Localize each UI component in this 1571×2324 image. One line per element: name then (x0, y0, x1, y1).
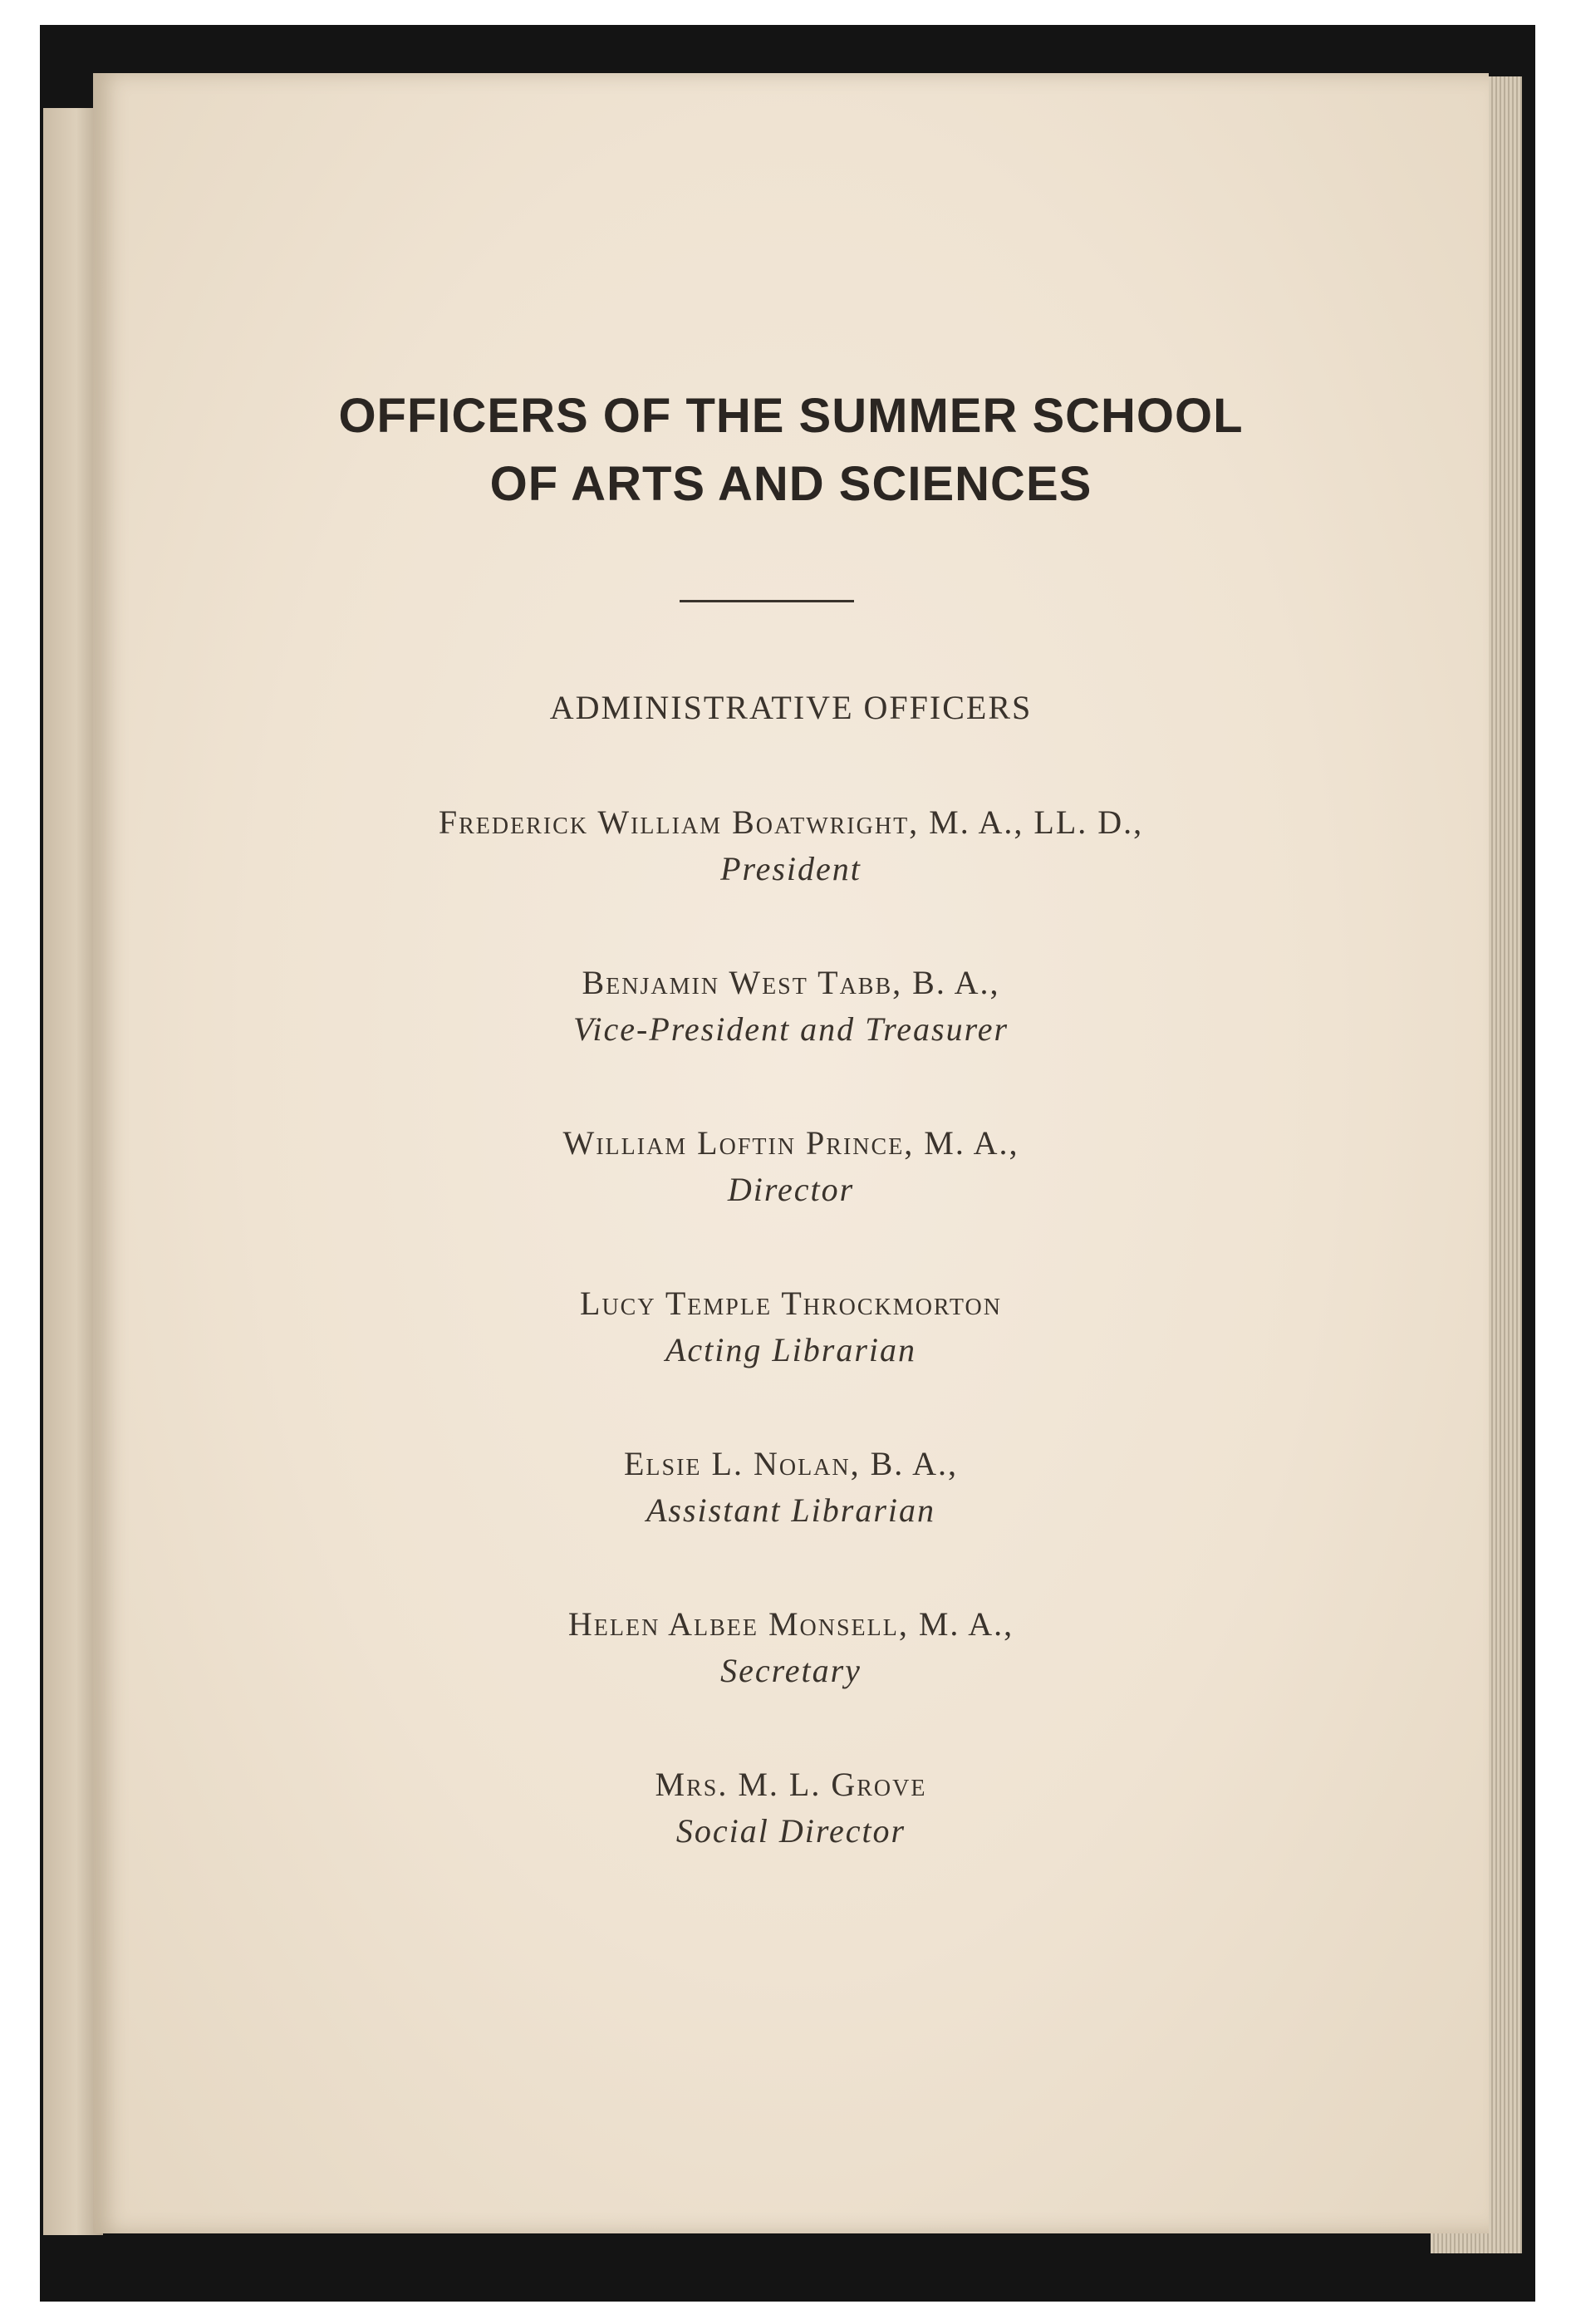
officer-entry (93, 1441, 1489, 1601)
officer-entry (93, 1601, 1489, 1761)
section-heading: ADMINISTRATIVE OFFICERS (549, 689, 1033, 726)
page-title (93, 382, 1489, 518)
officer-role: Acting Librarian (665, 1331, 917, 1368)
officer-role: Vice-President and Treasurer (572, 1010, 1009, 1048)
page-title-line-2: OF ARTS AND SCIENCES (489, 457, 1092, 511)
officer-list (93, 799, 1489, 1922)
page-title-line-1: OFFICERS OF THE SUMMER SCHOOL (338, 389, 1244, 443)
officer-entry (93, 960, 1489, 1120)
officer-entry (93, 1280, 1489, 1441)
officer-name: Benjamin West Tabb, B. A., (582, 964, 1000, 1001)
officer-entry (93, 799, 1489, 960)
officer-role: Director (727, 1171, 855, 1208)
title-divider (680, 600, 854, 602)
officer-name: Mrs. M. L. Grove (655, 1766, 927, 1803)
officer-name: Elsie L. Nolan, B. A., (624, 1445, 958, 1482)
officer-name: Lucy Temple Throckmorton (580, 1285, 1002, 1322)
officer-role: President (720, 850, 862, 887)
officer-role: Secretary (720, 1652, 862, 1689)
officer-name: Helen Albee Monsell, M. A., (567, 1605, 1014, 1643)
officer-name: Frederick William Boatwright, M. A., LL. D., (438, 803, 1144, 841)
officer-entry (93, 1761, 1489, 1922)
officer-name: William Loftin Prince, M. A., (562, 1124, 1019, 1162)
officer-role: Social Director (675, 1812, 906, 1850)
officer-role: Assistant Librarian (646, 1491, 936, 1529)
officer-entry (93, 1120, 1489, 1280)
